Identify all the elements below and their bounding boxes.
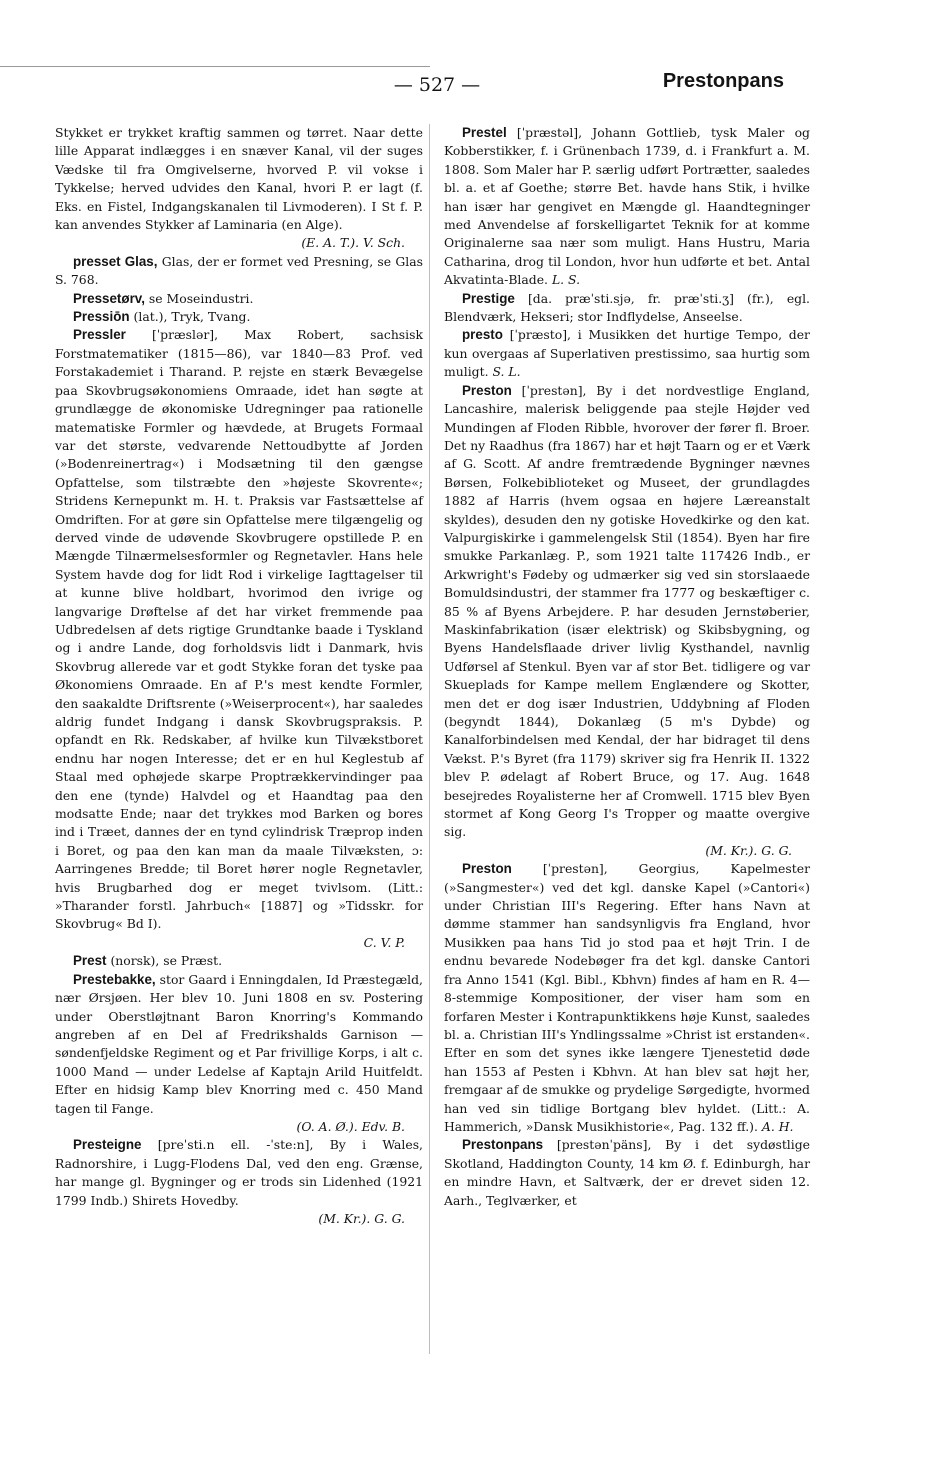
headword: Presteigne: [73, 1137, 142, 1153]
entry-body: [ˈpræstəl], Johann Gottlieb, tysk Maler og Kobberstikker, f. i Grünenbach 1739, d. i Frankfurt a. M. 1808. Som Maler har P. særlig udført Portrætter, saaledes bl. a. et af Goethe; større Bet. havde hans Stik, i hvilke han især har gengivet en Mængde gl. Haandtegninger med Anvendelse af forskelligartet Teknik for at komme Originalerne saa nær som muligt. Hans Hustru, Maria Catharina, drog til London, hvor hun udførte et bet. Antal Akvatinta-Blade.: [444, 125, 810, 288]
headword: Preston: [462, 382, 512, 398]
headword: presto: [462, 327, 503, 343]
headword: Pressetørv,: [73, 290, 145, 306]
entry-body: [ˈpræslər], Max Robert, sachsisk Forstmatematiker (1815—86), var 1840—83 Prof. ved Forstakademiet i Tharand. P. rejste en stærk Bevægelse paa Skovbrugsøkonomiens Omraade, idet han søgte at grundlægge de økonomiske Udregninger paa rationelle matematiske Formler og hævdede, at Brugets Formaal var det største, vedvarende Nettoudbytte af Jorden (»Bodenreinertrag«) i Modsætning til den gængse Opfattelse, som tilstræbte den »højeste Skovrente«; Stridens Kernepunkt m. H. t. Praksis var Fastsættelse af Omdriften. For at gøre sin Opfattelse mere tilgængelig og derved vinde de udøvende Skovbrugere opstillede P. en Mængde Tilnærmelsesformler og Regnetavler. Hans hele System havde dog for lidt Rod i virkelige Iagttagelser til at kunne blive holdbart, hvorimod den ivrige og langvarige Drøftelse af det har virket fremmende paa Udbredelsen af dets rigtige Grundtanke baade i Tyskland og i andre Lande, dog forholdsvis lidt i Danmark, hvis Skovbrug allerede var et godt Stykke foran det tyske paa Økonomiens Omraade. En af P.'s mest kendte Formler, den saakaldte Driftsrente (»Weiserprocent«), har saaledes aldrig fundet Indgang i dansk Skovbrugspraksis. P. opfandt en Rk. Redskaber, af hvilke kun Tilvækstboret endnu har nogen Interesse; det er en hul Keglestub af Staal med ophøjede skarpe Proptrækkervindinger paa den ene (tynde) Halvdel og et Haandtag paa den modsatte Ende; naar det trykkes mod Barken og bores ind i Træet, dannes der en tynd cylindrisk Træprop inden i Boret, og paa den kan man da maale Tilvæksten, ɔ: Aarringenes Bredde; til Boret hører nogle Regnetavler, hvis Brugbarhed dog er meget tvivlsom. (Litt.: »Tharander forstl. Jahrbuch« [1887] og »Tidsskr. for Skovbrug« Bd I).: [55, 327, 423, 932]
signature: C. V. P.: [363, 934, 405, 950]
signature: (O. A. Ø.). Edv. B.: [296, 1118, 405, 1134]
left-column: [55, 124, 423, 1228]
headword: Pressler: [73, 327, 126, 343]
signature: S. L.: [492, 364, 521, 380]
headword: presset Glas,: [73, 253, 158, 269]
entry-body: (norsk), se Præst.: [110, 953, 223, 969]
headword: Prestebakke,: [73, 971, 156, 987]
entry-prestige: [444, 290, 810, 327]
entry-body: [ˈprestən], Georgius, Kapelmester (»Sangmester«) ved det kgl. danske Kapel (»Cantori«) under Christian III's Regering. Efter hans Navn at dømme stammer han sandsynligvis fra England, hvor Musikken paa hans Tid jo stod paa et højt Trin. I de endnu bevarede Nodebøger fra det kgl. danske Cantori fra Anno 1541 (Kgl. Bibl., Kbhvn) findes af ham en R. 4—8-stemmige Kompositioner, der viser ham som en forfaren Mester i Kontrapunktikkens høje Kunst, saaledes bl. a. Christian III's Yndlingssalme »Christ ist erstanden«. Efter en som det synes ikke længere Tjenestetid døde han 1553 af Pesten i Kbhvn. At han blev sat højt her, fremgaar af de smukke og prydelige Sørgedigte, hvormed han ved sin tidlige Bortgang blev hyldet. (Litt.: A. Hammerich, »Dansk Musikhistorie«, Pag. 132 ff.).: [444, 861, 810, 1134]
right-column: [444, 124, 810, 1210]
entry-presset-glas: [55, 253, 423, 290]
headword: Prestel: [462, 125, 507, 140]
header-rule: [0, 66, 430, 67]
headword: Prest: [73, 953, 107, 969]
headword: Prestonpans: [462, 1137, 544, 1153]
running-head: Prestonpans: [662, 70, 784, 92]
entry-prestonpans: [444, 1136, 810, 1210]
entry-body: [prestənˈpäns], By i det sydøstlige Skotland, Haddington County, 14 km Ø. f. Edinburgh, har en mindre Havn, et Saltværk, der er drevet siden 12. Aarh., Teglværker, et: [444, 1137, 810, 1208]
entry-presto: [444, 326, 810, 381]
signature: (E. A. T.). V. Sch.: [301, 235, 405, 251]
entry-preston-georgius: [444, 860, 810, 1136]
entry-prestel: [444, 124, 810, 290]
entry-prest: [55, 952, 423, 970]
entry-body: Glas, der er formet ved Presning, se Glas S. 768.: [55, 253, 423, 288]
headword: Preston: [462, 861, 512, 877]
headword: Prestige: [462, 290, 515, 306]
entry-pression: [55, 308, 423, 326]
entry-body: [ˈpræsto], i Musikken det hurtige Tempo, der kun overgaas af Superlativen prestissimo, saa hurtig som muligt.: [444, 327, 810, 380]
signature: L. S.: [551, 272, 581, 288]
entry-body: stor Gaard i Enningdalen, Id Præstegæld, nær Ørsjøen. Her blev 10. Juni 1808 en sv. Postering under Oberstløjtnant Baron Knorring's Kommando angreben af en Del af Fredrikshalds Garnison — søndenfjeldske Regiment og et Par frivillige Korps, i alt c. 1000 Mand — under Ledelse af Kaptajn Arild Huitfeldt. Efter en hidsig Kamp blev Knorring med c. 450 Mand tagen til Fange.: [55, 971, 423, 1116]
entry-presteigne: [55, 1136, 423, 1228]
entry-preston-town: [444, 382, 810, 861]
column-divider: [429, 124, 430, 1354]
entry-body: [da. præˈsti.sjə, fr. præˈsti.ʒ] (fr.), egl. Blendværk, Hekseri; stor Indflydelse, Anseelse.: [444, 290, 810, 325]
signature: (M. Kr.). G. G.: [318, 1210, 405, 1226]
signature: (M. Kr.). G. G.: [705, 842, 792, 858]
entry-continuation: [55, 124, 423, 253]
entry-pressetorv: [55, 290, 423, 308]
entry-body: [ˈprestən], By i det nordvestlige England, Lancashire, malerisk beliggende paa stejle Højder ved Mundingen af Floden Ribble, hvorover der fører fl. Broer. Det ny Raadhus (fra 1867) har et højt Taarn og er et Værk af G. Scott. Af andre fremtrædende Bygninger nævnes Børsen, Folkebiblioteket og Museet, der grundlagdes 1882 af Harris (hvem ogsaa en højere Læreanstalt skyldes), desuden den ny gotiske Hovedkirke og den kat. Valpurgiskirke i gammelengelsk Stil (1854). Byen har fire smukke Parkanlæg. P., som 1921 talte 117426 Indb., er Arkwright's Fødeby og udmærker sig ved sin storslaaede Bomuldsindustri, der stammer fra 1777 og beskæftiger c. 85 % af Byens Arbejdere. P. har desuden Jernstøberier, Maskinfabrikation (især elektrisk) og Skibsbygning, og Byens Handelsflaade driver livlig Kysthandel, navnlig Udførsel af Stenkul. Byen var af stor Bet. tidligere og var Skueplads for Kampe mellem Englændere og Skotter, men det er dog især Industrien, Uddybning af Floden (begyndt 1844), Dokanlæg (5 m's Dybde) og Kanalforbindelsen med Kendal, der har bidraget til dens Vækst. P.'s Byret (fra 1179) skriver sig fra Henrik II. 1322 blev P. ødelagt af Robert Bruce, og 17. Aug. 1648 besejredes Royalisterne her af Cromwell. 1715 blev Byen stormet af Kong Georg I's Tropper og maatte overgive sig.: [444, 382, 810, 840]
entry-body: Stykket er trykket kraftig sammen og tørret. Naar dette lille Apparat indlægges i en snæver Kanal, vil der suges Vædske til fra Omgivelserne, hvorved P. vil vokse i Tykkelse; herved udvides den Kanal, hvori P. er lagt (f. Eks. en Fistel, Indgangskanalen til Livmoderen). I St f. P. kan anvendes Stykker af Laminaria (en Alge).: [55, 125, 423, 233]
entry-pressler: [55, 326, 423, 952]
page-number: — 527 —: [393, 74, 481, 96]
signature: A. H.: [761, 1118, 794, 1134]
entry-body: [preˈsti.n ell. -ˈste:n], By i Wales, Radnorshire, i Lugg-Flodens Dal, ved den eng. Grænse, har mange gl. Bygninger og er trods sin Lidenhed (1921 1799 Indb.) Shirets Hovedby.: [55, 1137, 423, 1208]
entry-body: se Moseindustri.: [148, 290, 254, 306]
entry-prestebakke: [55, 971, 423, 1137]
headword: Pressiōn: [73, 309, 130, 325]
entry-body: (lat.), Tryk, Tvang.: [133, 309, 251, 325]
